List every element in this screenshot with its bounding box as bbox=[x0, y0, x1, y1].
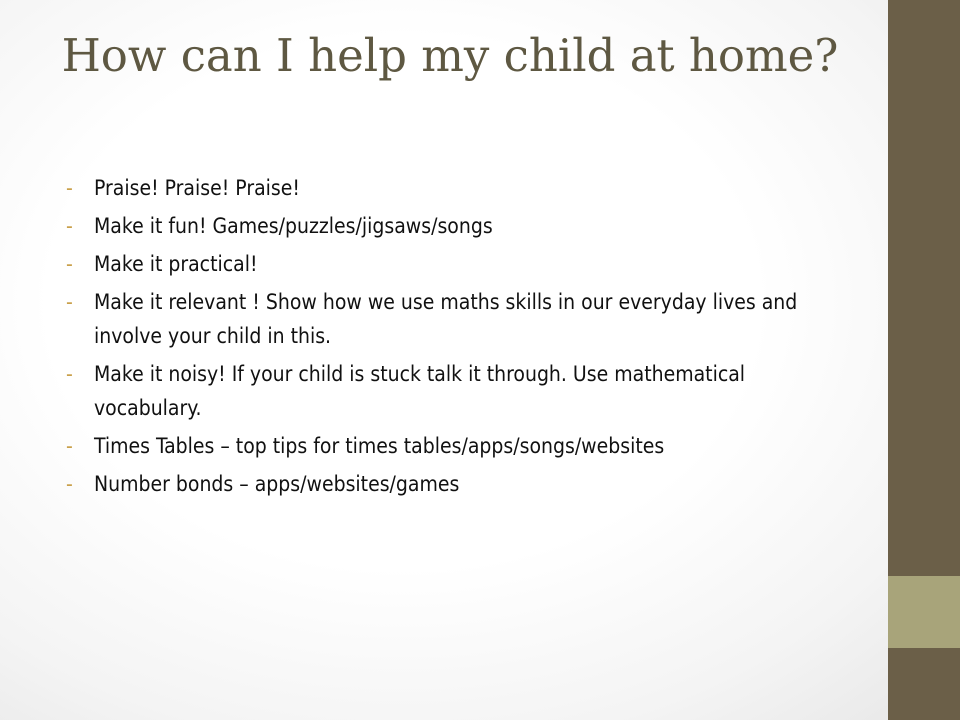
bullet-marker: - bbox=[66, 472, 73, 496]
bullet-text: Make it relevant ! Show how we use maths skills in our everyday lives and involve your child in this. bbox=[94, 290, 798, 348]
bullet-text: Number bonds – apps/websites/games bbox=[94, 472, 460, 496]
bullet-marker: - bbox=[66, 214, 73, 238]
bullet-text: Times Tables – top tips for times tables/apps/songs/websites bbox=[94, 434, 665, 458]
bullet-text: Make it fun! Games/puzzles/jigsaws/songs bbox=[94, 214, 493, 238]
bullet-text: Make it practical! bbox=[94, 252, 258, 276]
bullet-item bbox=[62, 171, 842, 205]
bullet-text: Make it noisy! If your child is stuck talk it through. Use mathematical vocabulary. bbox=[94, 362, 746, 420]
sidebar-dark-bar-bottom bbox=[888, 648, 960, 720]
bullet-item bbox=[62, 429, 842, 463]
bullet-item bbox=[62, 209, 842, 243]
bullet-text: Praise! Praise! Praise! bbox=[94, 176, 300, 200]
bullet-item bbox=[62, 357, 842, 425]
bullet-marker: - bbox=[66, 252, 73, 276]
bullet-marker: - bbox=[66, 290, 73, 314]
slide-title: How can I help my child at home? bbox=[61, 29, 839, 82]
bullet-marker: - bbox=[66, 176, 73, 200]
sidebar-light-block bbox=[888, 576, 960, 648]
bullet-item bbox=[62, 285, 842, 353]
sidebar-dark-bar-top bbox=[888, 0, 960, 576]
bullet-item bbox=[62, 467, 842, 501]
bullet-marker: - bbox=[66, 434, 73, 458]
bullet-list bbox=[62, 171, 842, 505]
bullet-marker: - bbox=[66, 362, 73, 386]
bullet-item bbox=[62, 247, 842, 281]
